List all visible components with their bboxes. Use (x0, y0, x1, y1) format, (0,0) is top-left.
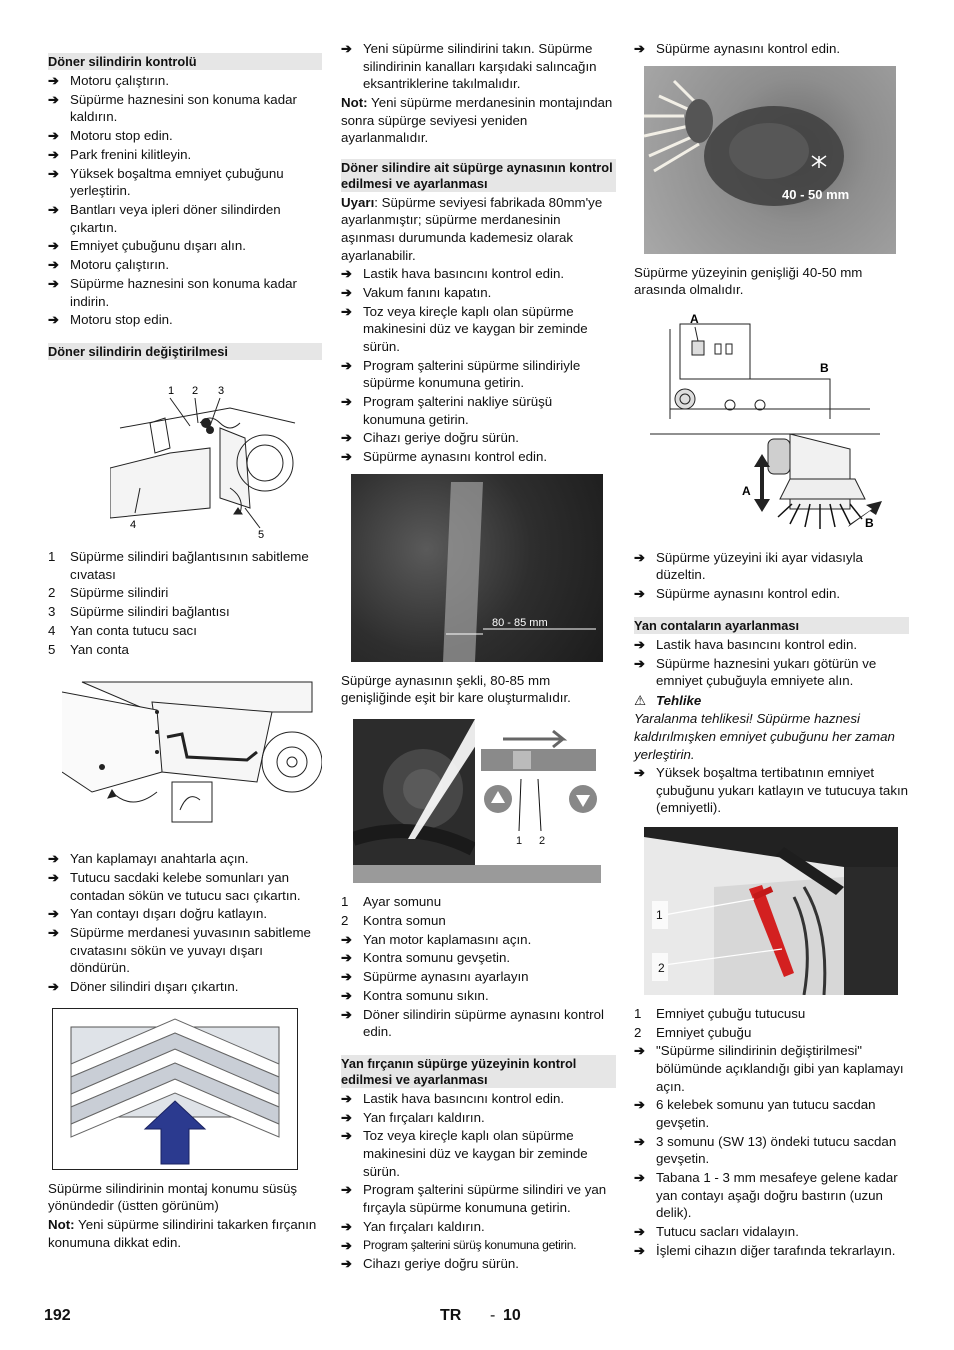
legend-item: 5 Yan conta (48, 641, 129, 657)
roller-assembly-drawing (110, 368, 300, 538)
arrow-icon: ➔ (48, 925, 59, 941)
step: ➔ Yüksek boşaltma tertibatının emniyet çubuğunu yukarı katlayın ve tutucuya takın (emniyetli). (634, 765, 909, 816)
step-list-roller-check (48, 72, 322, 329)
brush-direction-drawing (53, 1009, 297, 1169)
step: ➔ Yeni süpürme silindirini takın. Süpürme silindirinin kanalları karşıdaki salıncağın eksantriklerine takılmalıdır. (341, 41, 597, 92)
legend-item: 1 Emniyet çubuğu tutucusu (634, 1005, 806, 1021)
arrow-icon: ➔ (341, 394, 352, 410)
step: ➔ Bantları veya ipleri döner silindirden çıkartın. (48, 202, 281, 235)
legend-item: 1 Süpürme silindiri bağlantısının sabitleme cıvatası (48, 549, 309, 582)
arrow-icon: ➔ (341, 1218, 352, 1234)
arrow-icon: ➔ (341, 1090, 352, 1106)
step: ➔ Program şalterini süpürme silindiriyle süpürme konumuna getirin. (341, 357, 581, 391)
step: ➔ Kontra somunu gevşetin. (341, 950, 511, 966)
note-brush-position: Not: Yeni süpürme silindirini takarken fırçanın konumuna dikkat edin. (48, 1217, 317, 1250)
arrow-icon: ➔ (634, 655, 645, 671)
arrow-icon: ➔ (341, 41, 352, 56)
step: ➔ Program şalterini sürüş konumuna getirin. (341, 1237, 577, 1253)
step-list-side-seals (634, 636, 909, 690)
arrow-icon: ➔ (634, 549, 645, 565)
fig1-label-3: 3 (218, 385, 225, 397)
section-title-roller-check: Döner silindirin kontrolü (48, 53, 322, 70)
step: ➔ Yan fırçaları kaldırın. (341, 1109, 485, 1125)
step: ➔ Süpürme haznesini son konuma kadar indirin. (48, 276, 297, 309)
step: ➔ Yan kaplamayı anahtarla açın. (48, 851, 249, 867)
brush-direction-caption: Süpürme silindirinin montaj konumu süsüş yönündedir (üstten görünüm) (48, 1180, 298, 1214)
arrow-icon: ➔ (634, 586, 645, 602)
step-list-nut-adjust (341, 931, 616, 1041)
step-list-sweep-mirror (341, 265, 616, 466)
step: ➔ Cihazı geriye doğru sürün. (341, 1256, 519, 1272)
arrow-icon: ➔ (341, 1256, 352, 1272)
step: ➔ Tabana 1 - 3 mm mesafeye gelene kadar yan contayı aşağı doğru bastırın (uzun delik). (634, 1170, 898, 1221)
arrow-icon: ➔ (341, 303, 352, 319)
step: ➔ Yan motor kaplamasını açın. (341, 931, 532, 947)
step: ➔ Yan fırçaları kaldırın. (341, 1218, 485, 1234)
step: ➔ Kontra somunu sıkın. (341, 987, 489, 1003)
side-cover-drawing (62, 672, 322, 840)
step: ➔ Program şalterini süpürme silindiri ve yan fırçayla süpürme konumuna getirin. (341, 1182, 607, 1215)
arrow-icon: ➔ (341, 931, 352, 947)
step: ➔ İşlemi cihazın diğer tarafında tekrarlayın. (634, 1242, 896, 1258)
step: ➔ Motoru stop edin. (48, 128, 173, 144)
section-title-side-brush: Yan fırçanın süpürge yüzeyinin kontrol edilmesi ve ayarlanması (341, 1055, 616, 1088)
step-list-seal-adjust (634, 1042, 909, 1259)
arrow-icon: ➔ (634, 1043, 645, 1059)
step-list-roller-replace (48, 850, 322, 996)
adjusting-nut-photo (353, 719, 601, 883)
note-level-readjust: Not: Yeni süpürme merdanesinin montajından sonra süpürge seviyesi yeniden ayarlanmalıdır. (341, 94, 613, 146)
step: ➔ Döner silindirin süpürme aynasını kontrol edin. (341, 1006, 604, 1040)
arrow-icon: ➔ (341, 357, 352, 373)
step: ➔ Süpürme aynasını kontrol edin. (634, 41, 841, 56)
arrow-icon: ➔ (634, 41, 645, 56)
arrow-icon: ➔ (48, 979, 59, 995)
arrow-icon: ➔ (341, 266, 352, 282)
step: ➔ Park frenini kilitleyin. (48, 146, 192, 162)
fig1-label-1: 1 (168, 385, 175, 397)
arrow-icon: ➔ (634, 1170, 645, 1186)
arrow-icon: ➔ (48, 257, 59, 273)
arrow-icon: ➔ (48, 73, 59, 88)
column-3 (634, 40, 909, 1261)
step-list-side-brush-adjust (634, 549, 909, 603)
section-title-side-seals: Yan contaların ayarlanması (634, 617, 909, 634)
legend-item: 1 Ayar somunu (341, 893, 442, 909)
step: ➔ Emniyet çubuğunu dışarı alın. (48, 238, 246, 254)
step: ➔ Vakum fanını kapatın. (341, 284, 492, 300)
fig1-label-5: 5 (258, 529, 265, 538)
side-cover-figure (62, 672, 322, 840)
arrow-icon: ➔ (48, 906, 59, 922)
step: ➔ "Süpürme silindirinin değiştirilmesi" bölümünde açıklandığı gibi yan kaplamayı açın. (634, 1043, 904, 1094)
arrow-icon: ➔ (48, 202, 59, 218)
legend-list-roller (48, 548, 322, 658)
step: ➔ Lastik hava basıncını kontrol edin. (341, 1090, 565, 1106)
step: ➔ Toz veya kireçle kaplı olan süpürme makinesini düz ve kaygan bir zeminde sürün. (341, 303, 588, 354)
legend-item: 2 Emniyet çubuğu (634, 1024, 752, 1040)
warning-factory-setting: Uyarı: Süpürme seviyesi fabrikada 80mm'ye ayarlanmıştır; süpürme merdanesinin aşınması durumunda kademesiz olarak ayarlanabilir. (341, 194, 603, 263)
side-brush-caption: Süpürme yüzeyinin genişliği 40-50 mm arasında olmalıdır. (634, 264, 863, 298)
column-1 (48, 40, 322, 1252)
arrow-icon: ➔ (341, 430, 352, 446)
sweep-mirror-caption: Süpürge aynasının şekli, 80-85 mm genişliğinde eşit bir kare oluşturmalıdır. (341, 672, 571, 706)
legend-item: 2 Süpürme silindiri (48, 585, 169, 601)
legend-item: 2 Kontra somun (341, 912, 446, 928)
arrow-icon: ➔ (634, 1242, 645, 1258)
arrow-icon: ➔ (48, 276, 59, 292)
arrow-icon: ➔ (341, 1237, 352, 1253)
arrow-icon: ➔ (634, 1133, 645, 1149)
screw-label-a-top: A (690, 311, 699, 326)
arrow-icon: ➔ (48, 128, 59, 144)
step: ➔ Motoru çalıştırın. (48, 257, 170, 273)
nut-label-1: 1 (516, 834, 523, 847)
safety-label-1: 1 (656, 907, 663, 922)
step: ➔ Cihazı geriye doğru sürün. (341, 430, 519, 446)
arrow-icon: ➔ (48, 851, 59, 867)
arrow-icon: ➔ (341, 1006, 352, 1022)
screw-label-a-bottom: A (742, 483, 751, 498)
arrow-icon: ➔ (634, 636, 645, 652)
roller-assembly-figure (110, 368, 300, 538)
safety-bar-photo (644, 827, 898, 995)
arrow-icon: ➔ (634, 765, 645, 781)
step: ➔ Döner silindiri dışarı çıkartın. (48, 979, 239, 995)
fig1-label-4: 4 (130, 519, 137, 531)
step: ➔ Tutucu sacdaki kelebe somunları yan contadan sökün ve tutucu sacı çıkartın. (48, 870, 301, 903)
legend-item: 4 Yan conta tutucu sacı (48, 622, 197, 638)
language-code: TR (440, 1307, 462, 1324)
step: ➔ Motoru çalıştırın. (48, 73, 170, 88)
side-brush-photo (644, 66, 896, 254)
sweep-width-label: 80 - 85 mm (492, 616, 548, 629)
arrow-icon: ➔ (634, 1097, 645, 1113)
page-number: 192 (44, 1307, 71, 1324)
step: ➔ Süpürme yüzeyini iki ayar vidasıyla düzeltin. (634, 549, 863, 583)
adjusting-screws-drawing (650, 309, 890, 539)
arrow-icon: ➔ (634, 1224, 645, 1240)
sweep-mirror-photo (351, 474, 603, 662)
step: ➔ Süpürme aynasını ayarlayın (341, 969, 529, 985)
step: ➔ Süpürme aynasını kontrol edin. (341, 449, 548, 465)
step: ➔ Yüksek boşaltma emniyet çubuğunu yerleştirin. (48, 165, 284, 199)
step: ➔ Motoru stop edin. (48, 312, 173, 328)
warning-triangle-icon: ⚠ (634, 692, 646, 708)
step: ➔ Lastik hava basıncını kontrol edin. (634, 636, 858, 652)
legend-list-nut (341, 893, 616, 929)
danger-heading: ⚠ Tehlike (634, 692, 702, 708)
step: ➔ Süpürme merdanesi yuvasının sabitleme cıvatasını sökün ve yuvayı dışarı döndürün. (48, 925, 311, 976)
legend-list-safety (634, 1005, 909, 1041)
nut-label-2: 2 (539, 834, 546, 847)
step: ➔ Süpürme haznesini yukarı götürün ve emniyet çubuğuyla emniyete alın. (634, 655, 877, 689)
arrow-icon: ➔ (48, 312, 59, 328)
adjusting-nut-drawing (353, 719, 601, 883)
step: ➔ Program şalterini nakliye sürüşü konumuna getirin. (341, 394, 553, 427)
arrow-icon: ➔ (48, 146, 59, 162)
step: ➔ Süpürme haznesini son konuma kadar kaldırın. (48, 91, 297, 125)
column-2 (341, 40, 616, 1274)
arrow-icon: ➔ (341, 969, 352, 985)
safety-bar-drawing (644, 827, 898, 995)
arrow-icon: ➔ (341, 987, 352, 1003)
arrow-icon: ➔ (48, 165, 59, 181)
arrow-icon: ➔ (48, 870, 59, 886)
sweep-mirror-overlay (351, 474, 603, 662)
step: ➔ Lastik hava basıncını kontrol edin. (341, 266, 565, 282)
step: ➔ Süpürme aynasını kontrol edin. (634, 586, 841, 602)
step: ➔ Tutucu sacları vidalayın. (634, 1224, 799, 1240)
step-list-side-brush (341, 1090, 616, 1273)
arrow-icon: ➔ (48, 238, 59, 254)
arrow-icon: ➔ (341, 1182, 352, 1198)
safety-label-2: 2 (658, 960, 665, 975)
sub-page-number: 10 (503, 1307, 521, 1324)
step: ➔ Toz veya kireçle kaplı olan süpürme makinesini düz ve kaygan bir zeminde sürün. (341, 1128, 588, 1179)
arrow-icon: ➔ (341, 950, 352, 966)
step: ➔ 3 somunu (SW 13) öndeki tutucu sacdan gevşetin. (634, 1133, 897, 1167)
section-title-sweep-mirror: Döner silindire ait süpürge aynasının kontrol edilmesi ve ayarlanması (341, 159, 616, 192)
arrow-icon: ➔ (341, 1109, 352, 1125)
side-brush-width-label: 40 - 50 mm (782, 186, 850, 202)
side-brush-overlay (644, 66, 896, 254)
step: ➔ Yan contayı dışarı doğru katlayın. (48, 906, 268, 922)
footer-dash: - (490, 1307, 496, 1324)
adjusting-screws-figure (650, 309, 890, 539)
arrow-icon: ➔ (48, 91, 59, 107)
danger-text: Yaralanma tehlikesi! Süpürme haznesi kaldırılmışken emniyet çubuğunu her zaman yerleştirin. (634, 711, 895, 762)
arrow-icon: ➔ (341, 449, 352, 465)
brush-direction-figure (52, 1008, 298, 1170)
section-title-roller-replace: Döner silindirin değiştirilmesi (48, 343, 322, 360)
screw-label-b-bottom: B (865, 515, 874, 530)
legend-item: 3 Süpürme silindiri bağlantısı (48, 604, 230, 620)
screw-label-b-top: B (820, 360, 829, 375)
arrow-icon: ➔ (341, 284, 352, 300)
fig1-label-2: 2 (192, 385, 199, 397)
step: ➔ 6 kelebek somunu yan tutucu sacdan gevşetin. (634, 1097, 876, 1130)
arrow-icon: ➔ (341, 1128, 352, 1144)
